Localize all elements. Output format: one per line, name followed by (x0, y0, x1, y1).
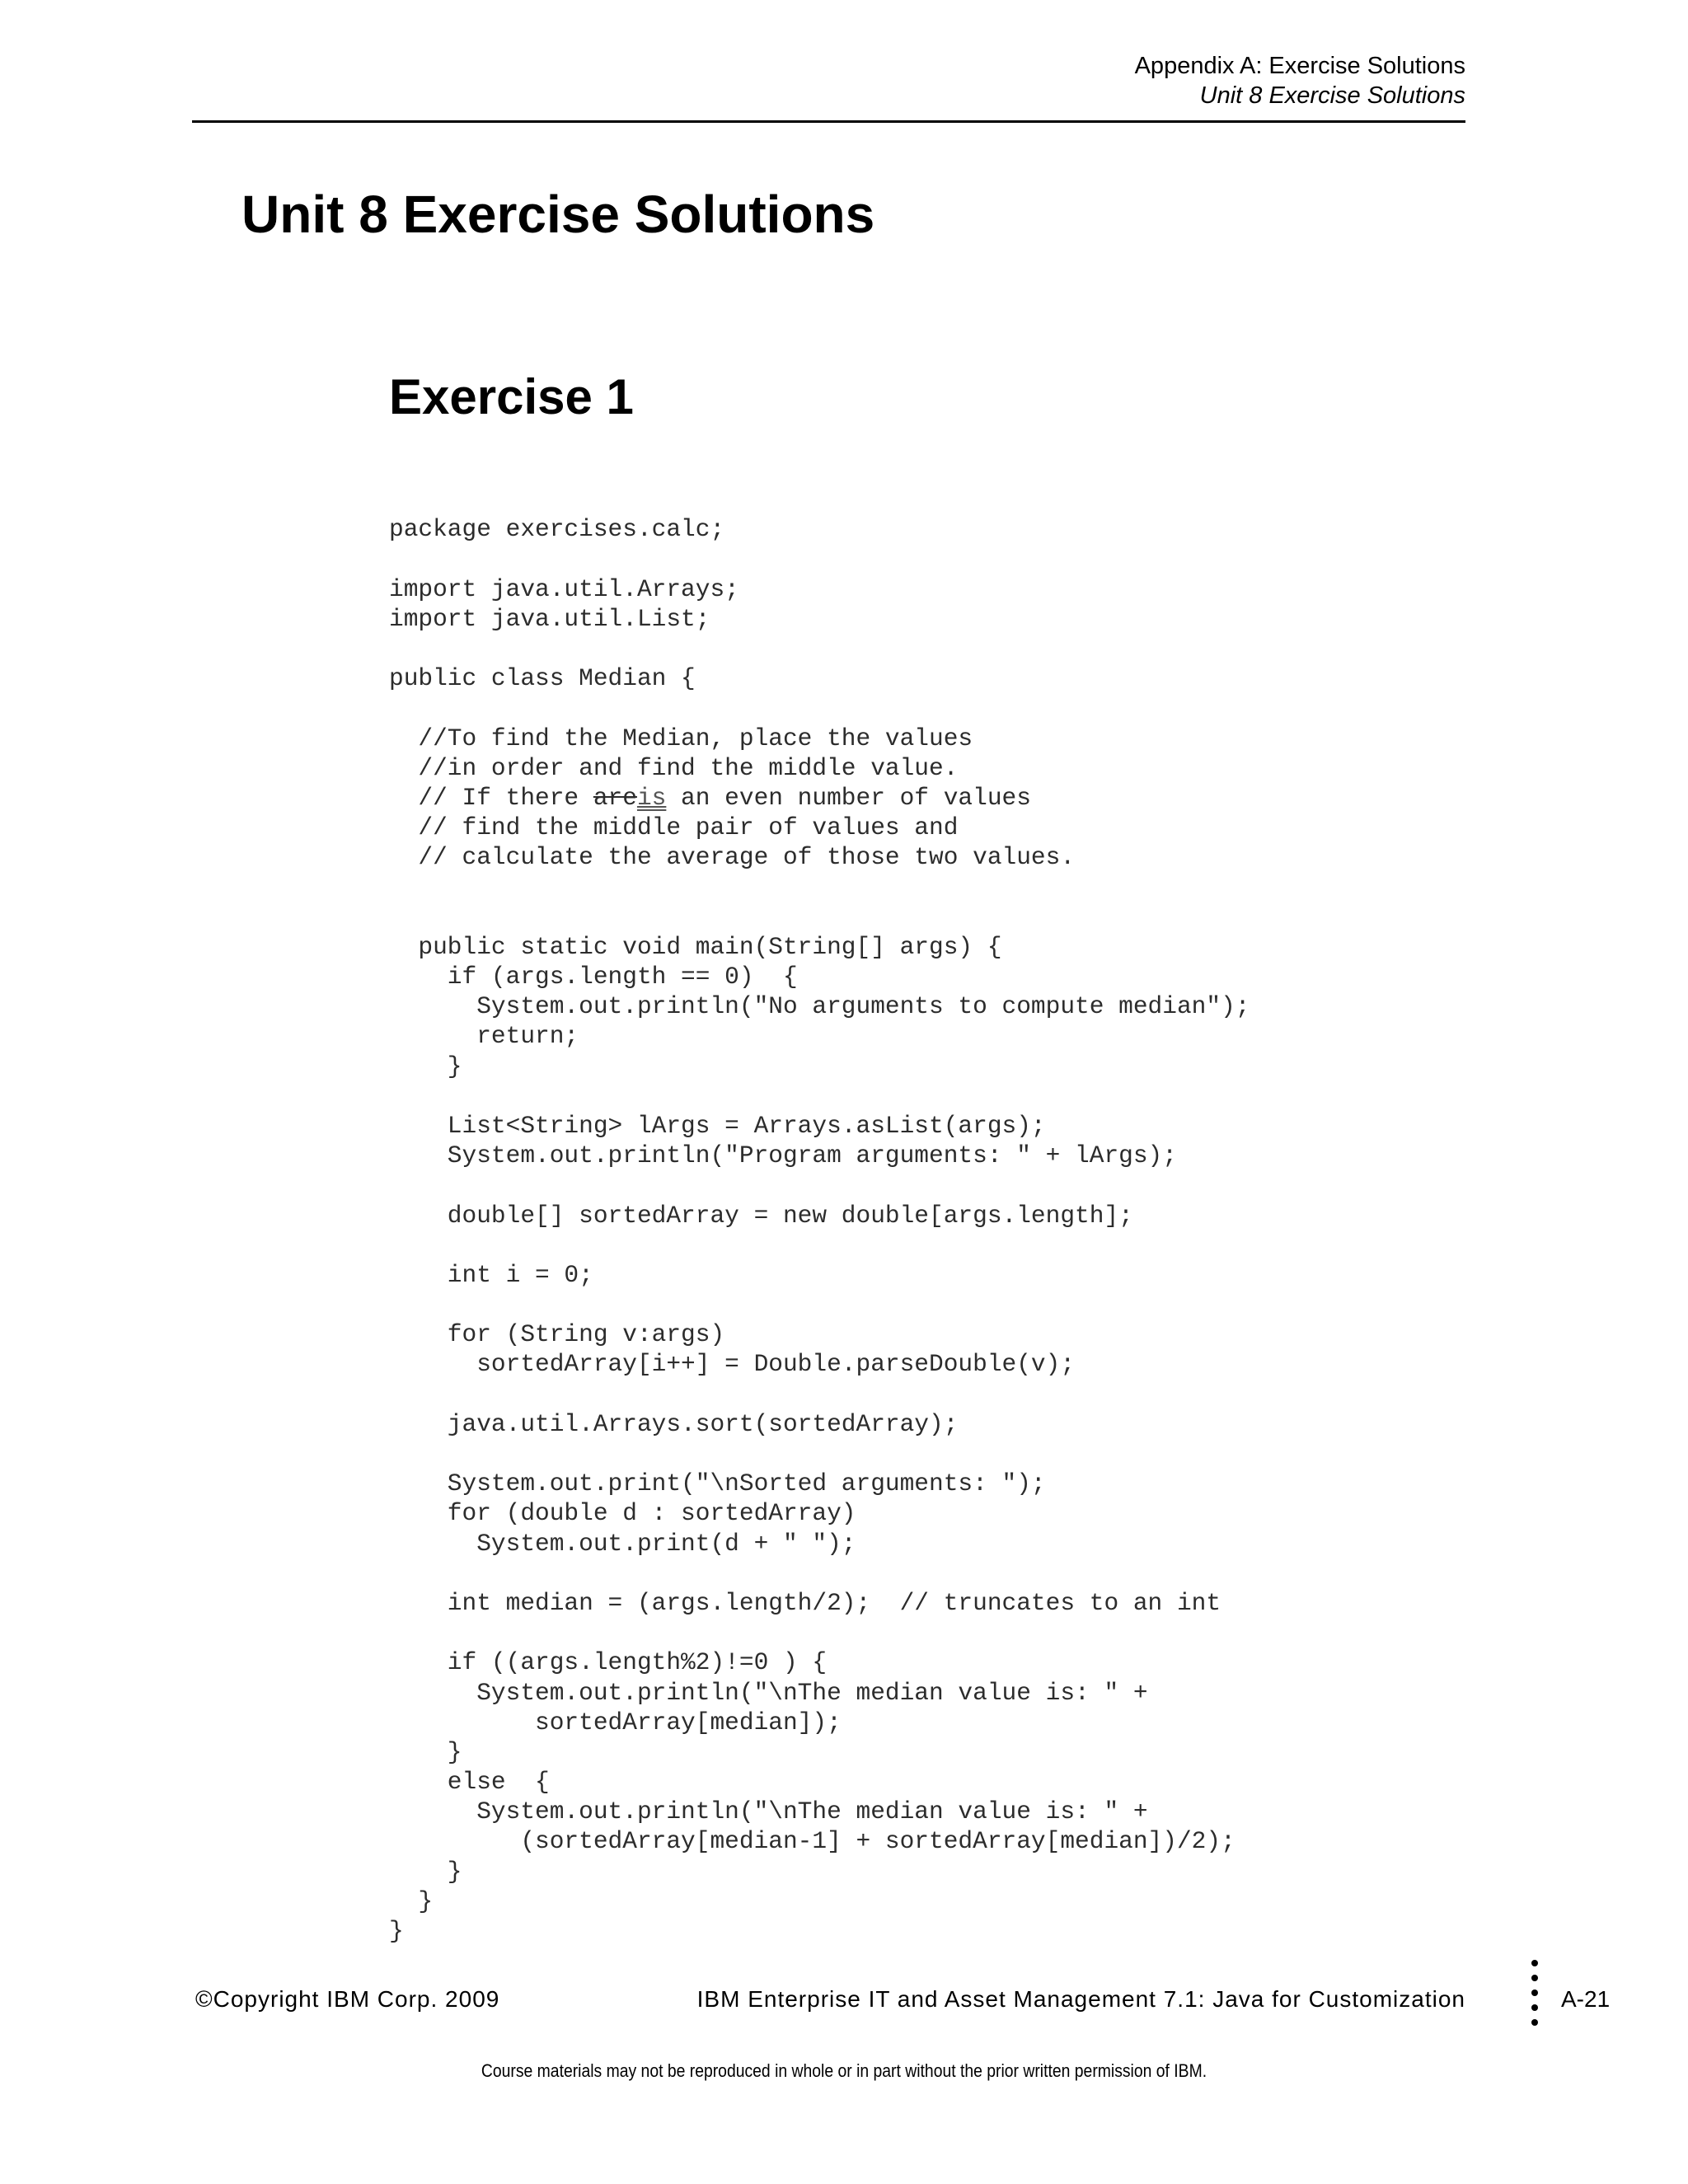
code-line (389, 1380, 1250, 1409)
footer-notice: Course materials may not be reproduced in whole or in part without the prior written permission of IBM. (481, 2060, 1207, 2081)
code-line: int median = (args.length/2); // truncates to an int (389, 1588, 1221, 1617)
code-line (389, 634, 1250, 663)
tracked-line-after: an even number of values (666, 783, 1031, 812)
code-line (389, 544, 1250, 574)
inserted-text: is (636, 783, 667, 812)
running-header (1135, 51, 1465, 110)
code-line: } (389, 1917, 404, 1946)
code-line: sortedArray[i++] = Double.parseDouble(v); (389, 1350, 1076, 1379)
code-line: public class Median { (389, 664, 696, 693)
code-line: } (389, 1052, 462, 1080)
page-dots-ornament (1531, 1960, 1538, 2034)
code-line: public static void main(String[] args) { (389, 932, 1002, 961)
code-line (389, 1230, 1250, 1260)
code-line: double[] sortedArray = new double[args.length]; (389, 1201, 1133, 1230)
code-line: else { (389, 1768, 550, 1797)
code-line: import java.util.List; (389, 604, 710, 633)
unit-title: Unit 8 Exercise Solutions (241, 185, 875, 244)
code-line (389, 693, 1250, 723)
code-line (389, 1170, 1250, 1200)
code-line (389, 872, 1250, 902)
code-line: System.out.println("Program arguments: " + lArgs); (389, 1141, 1177, 1170)
code-line: package exercises.calc; (389, 515, 725, 544)
code-line (389, 1081, 1250, 1111)
footer-copyright: ©Copyright IBM Corp. 2009 (195, 1986, 500, 2012)
header-unit-title: Unit 8 Exercise Solutions (1199, 82, 1465, 109)
code-line: } (389, 1737, 462, 1766)
code-line: } (389, 1857, 462, 1886)
code-line: System.out.println("\nThe median value is: " + (389, 1678, 1148, 1707)
code-line: for (String v:args) (389, 1320, 725, 1349)
code-line: for (double d : sortedArray) (389, 1499, 856, 1528)
header-appendix-title: Appendix A: Exercise Solutions (1134, 53, 1465, 79)
code-line: System.out.println("No arguments to compute median"); (389, 992, 1250, 1021)
deleted-text: are (593, 783, 637, 812)
code-line-tracked-change (389, 783, 1250, 813)
code-line (389, 902, 1250, 932)
code-line: // calculate the average of those two values. (389, 843, 1076, 872)
code-line: java.util.Arrays.sort(sortedArray); (389, 1409, 959, 1438)
code-line: if ((args.length%2)!=0 ) { (389, 1648, 828, 1677)
code-line: //in order and find the middle value. (389, 753, 959, 782)
code-line: } (389, 1886, 434, 1915)
code-line (389, 1290, 1250, 1319)
code-line: import java.util.Arrays; (389, 574, 739, 603)
code-line (389, 1439, 1250, 1469)
code-line: // find the middle pair of values and (389, 813, 959, 842)
header-rule (192, 120, 1465, 123)
code-listing (389, 485, 1250, 1975)
footer-course-title: IBM Enterprise IT and Asset Management 7.1: Java for Customization (696, 1986, 1465, 2012)
exercise-title: Exercise 1 (389, 369, 634, 424)
code-line: System.out.print(d + " "); (389, 1529, 856, 1558)
code-line (389, 1558, 1250, 1588)
code-line: sortedArray[median]); (389, 1708, 842, 1736)
code-line: System.out.println("\nThe median value is: " + (389, 1797, 1148, 1826)
code-line (389, 1618, 1250, 1647)
code-line: if (args.length == 0) { (389, 963, 798, 991)
page-number: A-21 (1561, 1986, 1611, 2012)
code-line: //To find the Median, place the values (389, 724, 973, 752)
code-line: return; (389, 1022, 579, 1051)
code-line: (sortedArray[median-1] + sortedArray[median])/2); (389, 1827, 1236, 1856)
tracked-line-before: // If there (389, 783, 593, 812)
code-line: int i = 0; (389, 1260, 593, 1289)
code-line: System.out.print("\nSorted arguments: "); (389, 1469, 1046, 1498)
code-line: List<String> lArgs = Arrays.asList(args); (389, 1111, 1046, 1140)
